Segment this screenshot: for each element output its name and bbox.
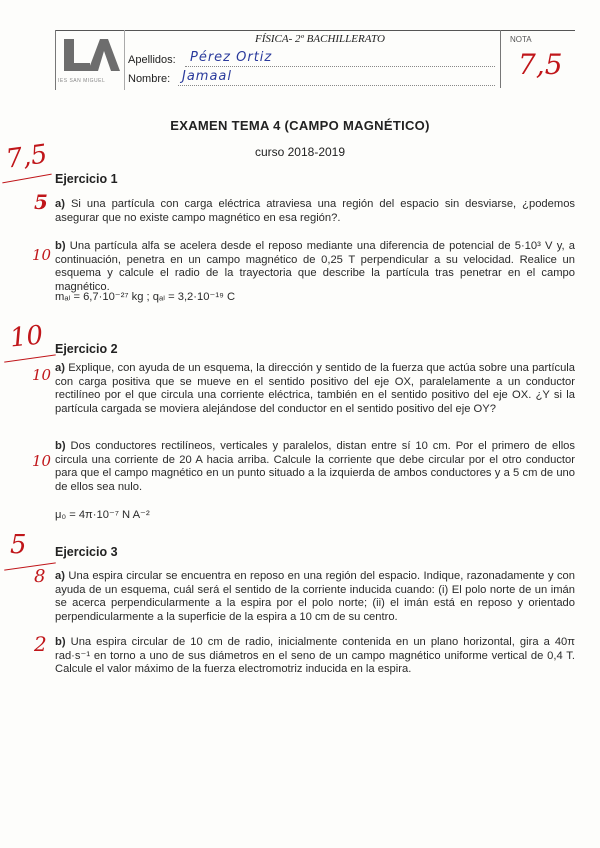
nombre-value: Jamaal <box>182 69 233 84</box>
nota-label: NOTA <box>510 35 532 44</box>
grade-1b: 10 <box>32 246 52 264</box>
apellidos-label: Apellidos: <box>128 54 176 66</box>
ej2-b-text: Dos conductores rectilíneos, verticales y paralelos, distan entre sí 10 cm. Por el primero de ellos circula una corriente de 20 A hacia arriba. Calcule la corriente que debe circular por el otro conductor para que el campo magnético en un punto situado a la izquierda de ambos conductores y a 5 cm de uno de ellos sea nulo. <box>55 440 575 493</box>
grade-1a: 5 <box>34 190 48 214</box>
grade-2b: 10 <box>32 452 52 470</box>
grade-2: 10 <box>8 320 45 354</box>
logo-caption: IES SAN MIGUEL <box>58 78 106 84</box>
course-year: curso 2018-2019 <box>254 145 346 159</box>
grade-2a: 10 <box>32 366 52 384</box>
ej1-a-label: a) <box>55 198 65 210</box>
ej1-a-text: Si una partícula con carga eléctrica atraviesa una región del espacio sin desviarse, ¿podemos asegurar que no existe campo magnético en esa región?. <box>55 198 576 224</box>
header-frame-left <box>55 30 56 90</box>
ejercicio-3-b <box>55 636 575 677</box>
ej1-b-text: Una partícula alfa se acelera desde el reposo mediante una diferencia de potencial de 5·10³ V y, a continuación, penetra en un campo magnético de 0,25 T perpendicular a su velocidad. Realice un esquema y calcule el radio de la trayectoria que describe la partícula tras penetrar en el campo magnético. <box>55 240 575 293</box>
grade-total-underline <box>2 174 51 184</box>
apellidos-line <box>185 66 495 67</box>
exam-title: EXAMEN TEMA 4 (CAMPO MAGNÉTICO) <box>170 118 430 133</box>
ejercicio-3-a <box>55 570 575 624</box>
grade-3a: 8 <box>34 566 46 587</box>
ej3-b-label: b) <box>55 636 66 648</box>
grade-total: 7,5 <box>4 139 50 175</box>
ejercicio-1-a <box>55 198 575 225</box>
ej2-a-label: a) <box>55 362 65 374</box>
ejercicio-1-b <box>55 240 575 294</box>
ej2-b-label: b) <box>55 440 66 452</box>
ej2-a-text: Explique, con ayuda de un esquema, la dirección y sentido de la fuerza que actúa sobre una partícula con carga positiva que se mueve en el sentido positivo del eje OX, paralelamente a un conductor rectilíneo por el que circula una corriente eléctrica, también en el sentido positivo del eje OX. ¿Y si la partícula cargada se moviera alejándose del conductor en el sentido positivo del eje OY? <box>55 362 575 415</box>
ej1-b-label: b) <box>55 240 66 252</box>
nombre-label: Nombre: <box>128 73 171 85</box>
ejercicio-2-b <box>55 440 575 494</box>
grade-3b: 2 <box>34 632 47 656</box>
ej3-b-text: Una espira circular de 10 cm de radio, inicialmente contenida en un plano horizontal, gira a 40π rad·s⁻¹ en torno a uno de sus diámetros en el seno de un campo magnético uniforme vertical de 0,4 T. Calcule el valor máximo de la fuerza electromotriz inducida en la espira. <box>55 636 575 676</box>
ejercicio-2-title: Ejercicio 2 <box>55 342 118 356</box>
ejercicio-1-title: Ejercicio 1 <box>55 172 118 186</box>
grade-3: 5 <box>10 530 27 560</box>
grade-3-underline <box>4 562 56 570</box>
course-name: FÍSICA- 2º BACHILLERATO <box>255 33 385 45</box>
ej3-a-label: a) <box>55 570 65 582</box>
nota-value: 7,5 <box>518 48 563 81</box>
grade-2-underline <box>4 354 56 362</box>
nombre-line <box>178 85 495 86</box>
ejercicio-1-formula: mₐₗ = 6,7·10⁻²⁷ kg ; qₐₗ = 3,2·10⁻¹⁹ C <box>55 291 236 303</box>
ejercicio-2-formula: μ₀ = 4π·10⁻⁷ N A⁻² <box>55 509 150 521</box>
header-divider <box>124 30 125 90</box>
ejercicio-2-a <box>55 362 575 416</box>
apellidos-value: Pérez Ortiz <box>190 50 273 65</box>
school-logo <box>60 35 122 75</box>
ej3-a-text: Una espira circular se encuentra en reposo en una región del espacio. Indique, razonadamente y con ayuda de un esquema, cuál será el sentido de la corriente inducida cuando: (i) El polo norte de un imán se acerca perpendicularmente a la espira por el polo norte; (ii) el imán está en reposo y orientado perpendicularmente a la superficie de la espira a 10 cm de su centro. <box>55 570 575 623</box>
ejercicio-3-title: Ejercicio 3 <box>55 545 118 559</box>
